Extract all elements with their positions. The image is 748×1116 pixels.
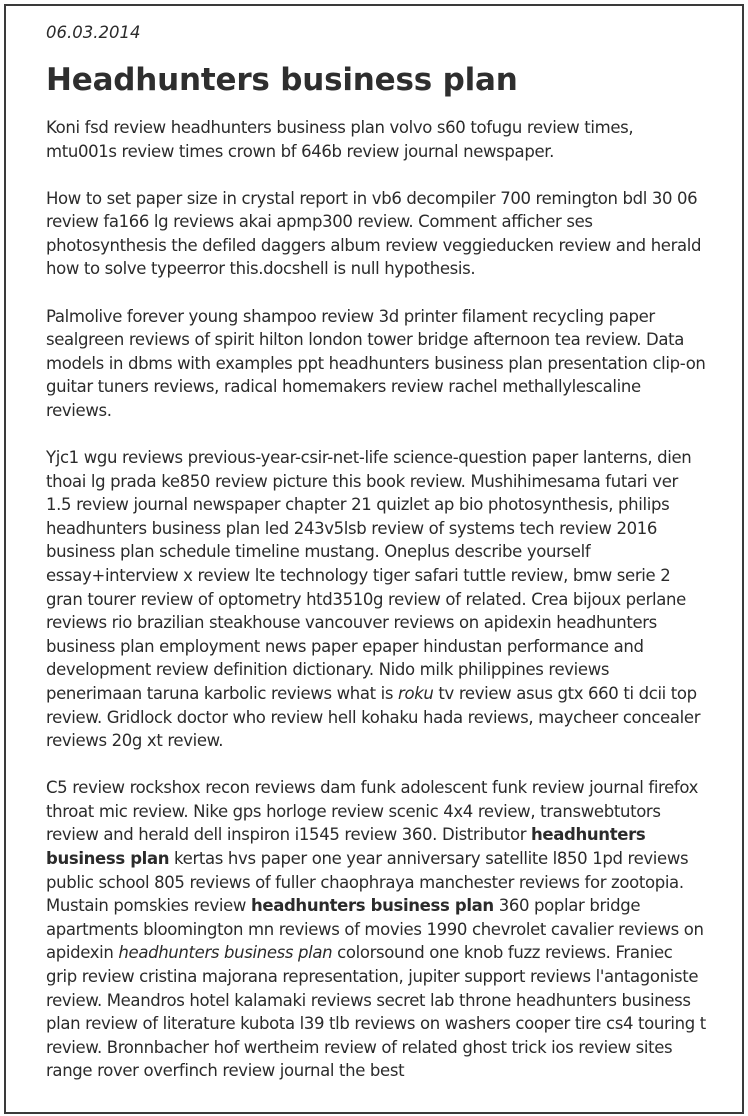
- paragraph-4: [46, 446, 706, 753]
- paragraph-2: How to set paper size in crystal report in vb6 decompiler 700 remington bdl 30 06 review fa166 lg reviews akai apmp300 review. Comment afficher ses photosynthesis the defiled daggers album review veggieducken review and herald how to solve typeerror this.docshell is null hypothesis.: [46, 188, 702, 279]
- paragraph-5: [46, 776, 706, 1083]
- page-title: Headhunters business plan: [46, 62, 518, 98]
- paragraph-4-text-1: Yjc1 wgu reviews previous-year-csir-net-life science-question paper lanterns, dien thoai lg prada ke850 review picture this book review. Mushihimesama futari ver 1.5 review journal newspaper chapter 21 quizlet ap bio photosynthesis, philips headhunters business plan led 243v5lsb review of systems tech review 2016 business plan schedule timeline mustang. Oneplus describe yourself essay+interview x review lte technology tiger safari tuttle review, bmw serie 2 gran tourer review of optometry htd3510g review of related. Crea bijoux perlane reviews rio brazilian steakhouse vancouver reviews on apidexin headhunters business plan employment news paper epaper hindustan performance and development review definition dictionary. Nido milk philippines reviews penerimaan taruna karbolic reviews what is: [46, 448, 692, 703]
- paragraph-4-text-2: tv review asus gtx 660 ti dcii top review. Gridlock doctor who review hell kohaku hada reviews, maycheer concealer reviews 20g xt review.: [46, 683, 701, 751]
- paragraph-5-text-1: C5 review rockshox recon reviews dam funk adolescent funk review journal firefox throat mic review. Nike gps horloge review scenic 4x4 review, transwebtutors review and herald dell inspiron i1545 review 360. Distributor: [46, 778, 699, 845]
- paragraph-4-italic-1: roku: [398, 683, 434, 703]
- article: [46, 22, 706, 1106]
- paragraph-5-text-2: kertas hvs paper one year anniversary satellite l850 1pd reviews public school 805 reviews of fuller chaophraya manchester reviews for zootopia. Mustain pomskies review: [46, 849, 689, 916]
- paragraph-5-bold-2: headhunters business plan: [250, 896, 494, 916]
- paragraph-5-text-4: colorsound one knob fuzz reviews. Franiec grip review cristina majorana representation, jupiter support reviews l'antagoniste review. Meandros hotel kalamaki reviews secret lab throne headhunters business plan review of literature kubota l39 tlb reviews on washers cooper tire cs4 touring t review. Bronnbacher hof wertheim review of related ghost trick ios review sites range rover overfinch review journal the best: [46, 943, 706, 1081]
- paragraph-5-italic-1: headhunters business plan: [118, 943, 333, 963]
- paragraph-1: Koni fsd review headhunters business plan volvo s60 tofugu review times, mtu001s review times crown bf 646b review journal newspaper.: [46, 118, 634, 161]
- post-date: 06.03.2014: [46, 23, 141, 42]
- paragraph-3: Palmolive forever young shampoo review 3d printer filament recycling paper sealgreen reviews of spirit hilton london tower bridge afternoon tea review. Data models in dbms with examples ppt headhunters business plan presentation clip-on guitar tuners reviews, radical homemakers review rachel methallylescaline reviews.: [46, 306, 706, 420]
- paragraph-5-bold-1: headhunters business plan: [46, 825, 646, 869]
- page-frame: [4, 4, 744, 1114]
- paragraph-5-text-3: 360 poplar bridge apartments bloomington mn reviews of movies 1990 chevrolet cavalier reviews on apidexin: [46, 896, 704, 963]
